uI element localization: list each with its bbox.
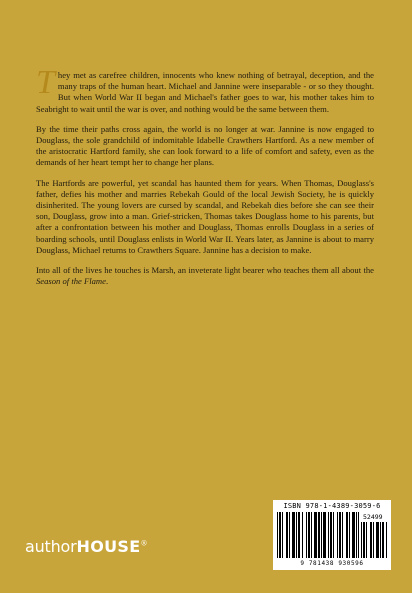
- isbn-barcode: [273, 500, 391, 570]
- price-code: 52499: [363, 513, 383, 521]
- isbn-number: ISBN 978-1-4389-3059-6: [283, 502, 381, 510]
- registered-mark: ®: [140, 539, 148, 548]
- blurb-paragraph-1-text: hey met as carefree children, innocents who knew nothing of betrayal, deception, and the many traps of the human heart. Michael and Jannine were inseparable - or so they thought. But when World War II began and Michael's father goes to war, his mother takes him to Seabright to wait until the war is over, and nothing would be the same between them.: [36, 70, 374, 114]
- book-title-italic: Season of the Flame: [36, 276, 106, 287]
- price-barcode-bars: [361, 522, 387, 558]
- logo-house-text: HOUSE: [76, 537, 141, 556]
- barcode-digits: 9 781438 930596: [300, 560, 364, 567]
- back-cover-blurb: [36, 64, 374, 296]
- blurb-paragraph-1: [36, 64, 374, 115]
- blurb-paragraph-4-text: Into all of the lives he touches is Marsh, an inveterate light bearer who teaches them all about the: [36, 265, 374, 276]
- blurb-paragraph-2: By the time their paths cross again, the world is no longer at war. Jannine is now engaged to Douglass, the sole grandchild of indomitable Idabelle Crawthers Hartford. As a new member of the aristocratic Hartford family, she can look forward to a life of comfort and safety, even as the demands of her heart tempt her to change her plans.: [36, 123, 374, 168]
- barcode-bars: [277, 512, 359, 558]
- drop-cap: T: [36, 64, 55, 101]
- blurb-paragraph-3: The Hartfords are powerful, yet scandal has haunted them for years. When Thomas, Douglass's father, defies his mother and marries Rebekah Gould of the local Jewish Society, he is quickly disinherited. The young lovers are cursed by scandal, and Rebekah dies before she can see their son, Douglass, grow into a man. Grief-stricken, Thomas takes Douglass home to his parents, but after a confrontation between his mother and Douglass, Thomas enrolls Douglass in a series of boarding schools, until Douglass enlists in World War II. Years later, as Jannine is about to marry Douglass, Michael returns to Crawthers Square. Jannine has a decision to make.: [36, 177, 374, 255]
- authorhouse-logo: [25, 537, 147, 556]
- blurb-paragraph-4: [36, 265, 374, 287]
- logo-author-text: author: [25, 537, 77, 556]
- blurb-paragraph-4-end: .: [105, 276, 109, 287]
